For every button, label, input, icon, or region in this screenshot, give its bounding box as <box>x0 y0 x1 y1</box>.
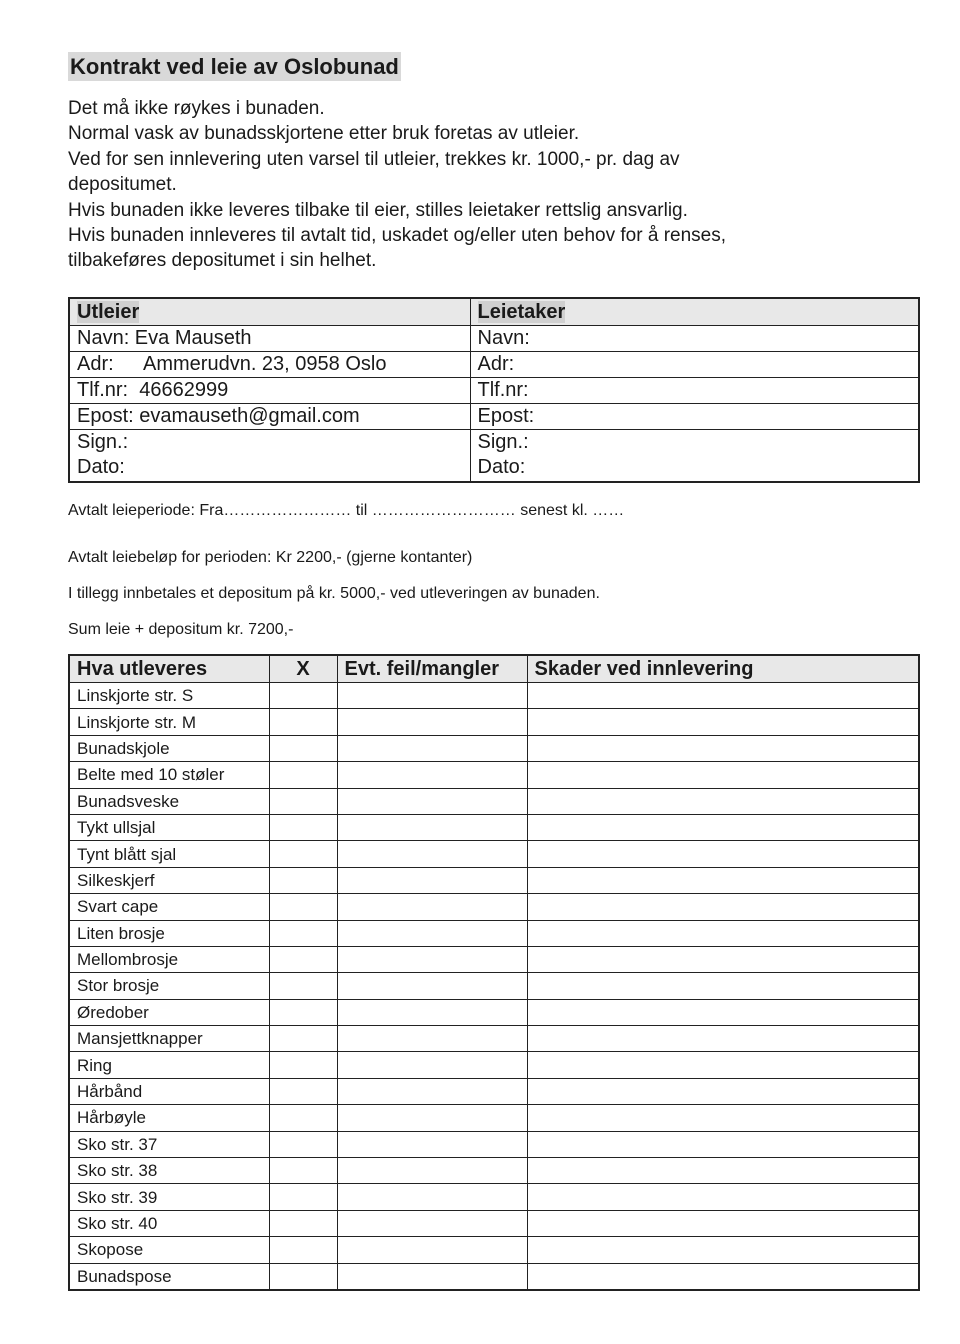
leietaker-header: Leietaker <box>470 298 919 326</box>
item-defects-cell[interactable] <box>337 1158 527 1184</box>
page-title: Kontrakt ved leie av Oslobunad <box>70 54 399 79</box>
item-check-cell[interactable] <box>269 999 337 1025</box>
item-check-cell[interactable] <box>269 1026 337 1052</box>
table-row <box>69 1105 919 1131</box>
item-defects-cell[interactable] <box>337 973 527 999</box>
table-row <box>69 1052 919 1078</box>
item-name: Belte med 10 støler <box>69 762 269 788</box>
rental-amount: Avtalt leiebeløp for perioden: Kr 2200,- (gjerne kontanter) <box>68 549 473 566</box>
item-defects-cell[interactable] <box>337 867 527 893</box>
leietaker-tlf: Tlf.nr: <box>470 378 919 404</box>
rule-line: tilbakeføres depositumet i sin helhet. <box>68 250 377 272</box>
utleier-adr: Adr: Ammerudvn. 23, 0958 Oslo <box>69 352 470 378</box>
item-damage-cell[interactable] <box>527 867 919 893</box>
leietaker-epost: Epost: <box>470 404 919 430</box>
item-damage-cell[interactable] <box>527 788 919 814</box>
item-damage-cell[interactable] <box>527 920 919 946</box>
rental-period: Avtalt leieperiode: Fra…………………… til ……………………… senest kl. …… <box>68 502 625 519</box>
utleier-navn: Navn: Eva Mauseth <box>69 326 470 352</box>
item-check-cell[interactable] <box>269 1052 337 1078</box>
item-name: Sko str. 37 <box>69 1131 269 1157</box>
table-row <box>69 1026 919 1052</box>
item-damage-cell[interactable] <box>527 894 919 920</box>
table-row <box>69 762 919 788</box>
leietaker-sign-dato <box>470 430 919 483</box>
item-check-cell[interactable] <box>269 946 337 972</box>
item-defects-cell[interactable] <box>337 1263 527 1290</box>
item-damage-cell[interactable] <box>527 814 919 840</box>
item-damage-cell[interactable] <box>527 735 919 761</box>
item-damage-cell[interactable] <box>527 1052 919 1078</box>
item-name: Tykt ullsjal <box>69 814 269 840</box>
item-damage-cell[interactable] <box>527 1237 919 1263</box>
item-damage-cell[interactable] <box>527 946 919 972</box>
item-defects-cell[interactable] <box>337 788 527 814</box>
item-defects-cell[interactable] <box>337 1026 527 1052</box>
item-check-cell[interactable] <box>269 762 337 788</box>
item-name: Sko str. 39 <box>69 1184 269 1210</box>
item-name: Hårbøyle <box>69 1105 269 1131</box>
table-row <box>69 1237 919 1263</box>
item-name: Mellombrosje <box>69 946 269 972</box>
item-name: Tynt blått sjal <box>69 841 269 867</box>
items-header-feil: Evt. feil/mangler <box>337 655 527 683</box>
item-name: Sko str. 38 <box>69 1158 269 1184</box>
item-damage-cell[interactable] <box>527 1078 919 1104</box>
item-damage-cell[interactable] <box>527 1184 919 1210</box>
table-row <box>69 788 919 814</box>
item-check-cell[interactable] <box>269 920 337 946</box>
item-name: Liten brosje <box>69 920 269 946</box>
leietaker-dato: Dato: <box>477 456 526 478</box>
table-row <box>69 973 919 999</box>
item-damage-cell[interactable] <box>527 841 919 867</box>
item-name: Svart cape <box>69 894 269 920</box>
item-damage-cell[interactable] <box>527 683 919 709</box>
utleier-sign-dato <box>69 430 470 483</box>
leietaker-sign: Sign.: <box>477 431 529 453</box>
item-name: Sko str. 40 <box>69 1210 269 1236</box>
table-row <box>69 867 919 893</box>
item-check-cell[interactable] <box>269 1105 337 1131</box>
table-row <box>69 1184 919 1210</box>
item-damage-cell[interactable] <box>527 1026 919 1052</box>
item-damage-cell[interactable] <box>527 999 919 1025</box>
item-check-cell[interactable] <box>269 1210 337 1236</box>
table-row <box>69 920 919 946</box>
item-defects-cell[interactable] <box>337 1105 527 1131</box>
rule-line: Hvis bunaden ikke leveres tilbake til eier, stilles leietaker rettslig ansvarlig. <box>68 199 688 221</box>
leietaker-adr: Adr: <box>470 352 919 378</box>
sum-info: Sum leie + depositum kr. 7200,- <box>68 621 294 638</box>
item-check-cell[interactable] <box>269 973 337 999</box>
item-name: Linskjorte str. M <box>69 709 269 735</box>
rule-line: Det må ikke røykes i bunaden. <box>68 98 325 119</box>
item-defects-cell[interactable] <box>337 1184 527 1210</box>
item-name: Silkeskjerf <box>69 867 269 893</box>
rule-line: Normal vask av bunadsskjortene etter bruk foretas av utleier. <box>68 123 580 145</box>
item-name: Bunadspose <box>69 1263 269 1290</box>
item-defects-cell[interactable] <box>337 735 527 761</box>
table-row <box>69 1078 919 1104</box>
item-damage-cell[interactable] <box>527 1131 919 1157</box>
utleier-header: Utleier <box>69 298 470 326</box>
utleier-tlf: Tlf.nr: 46662999 <box>69 378 470 404</box>
items-header-hva: Hva utleveres <box>69 655 269 683</box>
table-row <box>69 1131 919 1157</box>
item-check-cell[interactable] <box>269 814 337 840</box>
utleier-dato: Dato: <box>77 456 125 478</box>
table-row <box>69 999 919 1025</box>
table-row <box>69 709 919 735</box>
items-header-x: X <box>269 655 337 683</box>
item-defects-cell[interactable] <box>337 946 527 972</box>
item-defects-cell[interactable] <box>337 683 527 709</box>
item-damage-cell[interactable] <box>527 1158 919 1184</box>
item-check-cell[interactable] <box>269 841 337 867</box>
utleier-epost: Epost: evamauseth@gmail.com <box>69 404 470 430</box>
rule-line: depositumet. <box>68 174 177 196</box>
item-defects-cell[interactable] <box>337 999 527 1025</box>
table-row <box>69 946 919 972</box>
table-row <box>69 1210 919 1236</box>
item-name: Hårbånd <box>69 1078 269 1104</box>
table-row <box>69 1158 919 1184</box>
item-defects-cell[interactable] <box>337 1237 527 1263</box>
item-defects-cell[interactable] <box>337 920 527 946</box>
item-check-cell[interactable] <box>269 1131 337 1157</box>
item-name: Bunadsveske <box>69 788 269 814</box>
item-check-cell[interactable] <box>269 683 337 709</box>
item-name: Linskjorte str. S <box>69 683 269 709</box>
table-row <box>69 814 919 840</box>
item-damage-cell[interactable] <box>527 1263 919 1290</box>
table-row <box>69 683 919 709</box>
items-table <box>68 654 920 1291</box>
item-defects-cell[interactable] <box>337 841 527 867</box>
table-row <box>69 841 919 867</box>
rule-line: Ved for sen innlevering uten varsel til utleier, trekkes kr. 1000,- pr. dag av <box>68 148 680 170</box>
item-damage-cell[interactable] <box>527 1210 919 1236</box>
item-defects-cell[interactable] <box>337 1078 527 1104</box>
item-defects-cell[interactable] <box>337 814 527 840</box>
item-defects-cell[interactable] <box>337 709 527 735</box>
item-check-cell[interactable] <box>269 867 337 893</box>
item-name: Mansjettknapper <box>69 1026 269 1052</box>
items-header-skader: Skader ved innlevering <box>527 655 919 683</box>
table-row <box>69 1263 919 1290</box>
item-defects-cell[interactable] <box>337 1131 527 1157</box>
rule-line: Hvis bunaden innleveres til avtalt tid, uskadet og/eller uten behov for å renses, <box>68 225 726 247</box>
item-name: Stor brosje <box>69 973 269 999</box>
item-check-cell[interactable] <box>269 894 337 920</box>
item-defects-cell[interactable] <box>337 1210 527 1236</box>
item-name: Ring <box>69 1052 269 1078</box>
utleier-sign: Sign.: <box>77 431 129 453</box>
item-check-cell[interactable] <box>269 1158 337 1184</box>
parties-table <box>68 297 920 483</box>
items-body <box>69 683 919 1290</box>
leietaker-navn: Navn: <box>470 326 919 352</box>
item-damage-cell[interactable] <box>527 762 919 788</box>
deposit-info: I tillegg innbetales et depositum på kr. 5000,- ved utleveringen av bunaden. <box>68 585 600 602</box>
item-defects-cell[interactable] <box>337 1052 527 1078</box>
table-row <box>69 735 919 761</box>
rules-block <box>68 96 868 274</box>
item-check-cell[interactable] <box>269 1237 337 1263</box>
item-damage-cell[interactable] <box>527 973 919 999</box>
item-name: Skopose <box>69 1237 269 1263</box>
item-check-cell[interactable] <box>269 788 337 814</box>
item-defects-cell[interactable] <box>337 894 527 920</box>
item-defects-cell[interactable] <box>337 762 527 788</box>
item-check-cell[interactable] <box>269 735 337 761</box>
item-damage-cell[interactable] <box>527 709 919 735</box>
table-row <box>69 894 919 920</box>
item-name: Øredober <box>69 999 269 1025</box>
item-check-cell[interactable] <box>269 1078 337 1104</box>
item-check-cell[interactable] <box>269 1184 337 1210</box>
item-check-cell[interactable] <box>269 1263 337 1290</box>
item-check-cell[interactable] <box>269 709 337 735</box>
item-damage-cell[interactable] <box>527 1105 919 1131</box>
item-name: Bunadskjole <box>69 735 269 761</box>
